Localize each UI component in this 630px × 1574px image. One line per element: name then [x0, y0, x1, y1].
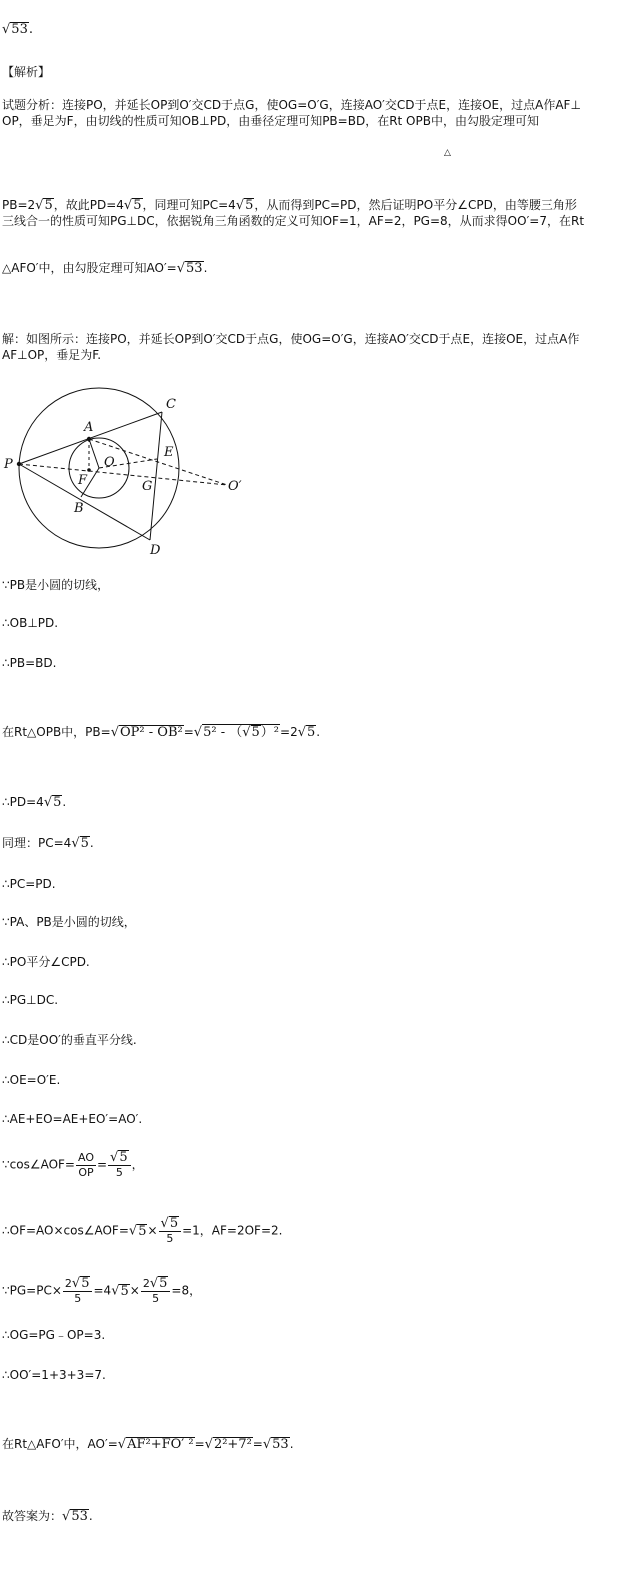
analysis-line-1: 试题分析：连接PO，并延长OP到O′交CD于点G，使OG=O′G，连接AO′交CD于点E，连接OE，过点A作AF⊥: [2, 98, 581, 112]
point-f: [87, 468, 91, 472]
label-p: P: [4, 457, 13, 472]
radicand: 53: [11, 22, 28, 37]
geometry-figure: [2, 386, 252, 561]
step-1: ∵PB是小圆的切线，: [2, 578, 110, 592]
step-6: 同理：PC=4√5.: [2, 836, 94, 851]
step-8: ∵PA、PB是小圆的切线，: [2, 915, 136, 929]
solution-intro-2: AF⊥OP，垂足为F.: [2, 348, 102, 362]
step-16: ∵PG=PC× $\frac{2√5}{5}$ =4√5× $\frac{2√5}{5}$ =8，: [2, 1276, 202, 1305]
step-19: 在Rt△AFO′中，AO′=√AF²+FO′ ²=√2²+7²=√53.: [2, 1437, 294, 1452]
label-o-prime: O′: [228, 479, 242, 494]
point-a: [87, 437, 91, 441]
label-a: A: [84, 420, 94, 435]
label-f: F: [78, 473, 88, 488]
step-15: ∴OF=AO×cos∠AOF=√5× $\frac{√5}{5}$ =1，AF=2OF=2.: [2, 1216, 283, 1245]
step-3: ∴PB=BD.: [2, 656, 57, 670]
step-4: 在Rt△OPB中，PB=√OP² - OB²=√5² - （√5）²=2√5.: [2, 725, 321, 740]
analysis-line-4: 三线合一的性质可知PG⊥DC，依据锐角三角函数的定义可知OF=1，AF=2，PG=8，从而求得OO′=7，在Rt: [2, 214, 585, 228]
step-2: ∴OB⊥PD.: [2, 616, 59, 630]
analysis-line-3: PB=2√5，故此PD=4√5，同理可知PC=4√5，从而得到PC=PD，然后证明PO平分∠CPD，由等腰三角形: [2, 198, 577, 213]
line-cd: [150, 412, 162, 540]
section-label: 【解析】: [2, 65, 51, 79]
analysis-line-5: △AFO′中，由勾股定理可知AO′=√53.: [2, 261, 208, 276]
label-g: G: [142, 479, 153, 494]
step-17: ∴OG=PG﹣OP=3.: [2, 1328, 106, 1342]
line-oa: [89, 439, 99, 468]
sqrt-sign: √: [2, 22, 11, 37]
top-answer: √53.: [2, 22, 33, 37]
final-answer: 故答案为：√53.: [2, 1509, 93, 1524]
step-9: ∴PO平分∠CPD.: [2, 955, 90, 969]
label-e: E: [164, 445, 174, 460]
step-10: ∴PG⊥DC.: [2, 993, 59, 1007]
step-14: ∵cos∠AOF= $\frac{AO}{OP}$ = $\frac{√5}{5}$ ，: [2, 1150, 144, 1179]
label-o: O: [104, 455, 115, 470]
point-p: [17, 462, 21, 466]
step-13: ∴AE+EO=AE+EO′=AO′.: [2, 1112, 143, 1126]
step-12: ∴OE=O′E.: [2, 1073, 61, 1087]
step-5: ∴PD=4√5.: [2, 795, 67, 810]
step-11: ∴CD是OO′的垂直平分线.: [2, 1033, 137, 1047]
analysis-line-2: OP，垂足为F，由切线的性质可知OB⊥PD，由垂径定理可知PB=BD，在Rt OPB中，由勾股定理可知: [2, 114, 539, 128]
label-c: C: [166, 397, 176, 412]
triangle-symbol: △: [444, 148, 451, 158]
label-d: D: [150, 543, 161, 558]
step-18: ∴OO′=1+3+3=7.: [2, 1368, 106, 1382]
label-b: B: [74, 501, 84, 516]
solution-intro-1: 解：如图所示：连接PO，并延长OP到O′交CD于点G，使OG=O′G，连接AO′交CD于点E，连接OE，过点A作: [2, 332, 580, 346]
step-7: ∴PC=PD.: [2, 877, 56, 891]
